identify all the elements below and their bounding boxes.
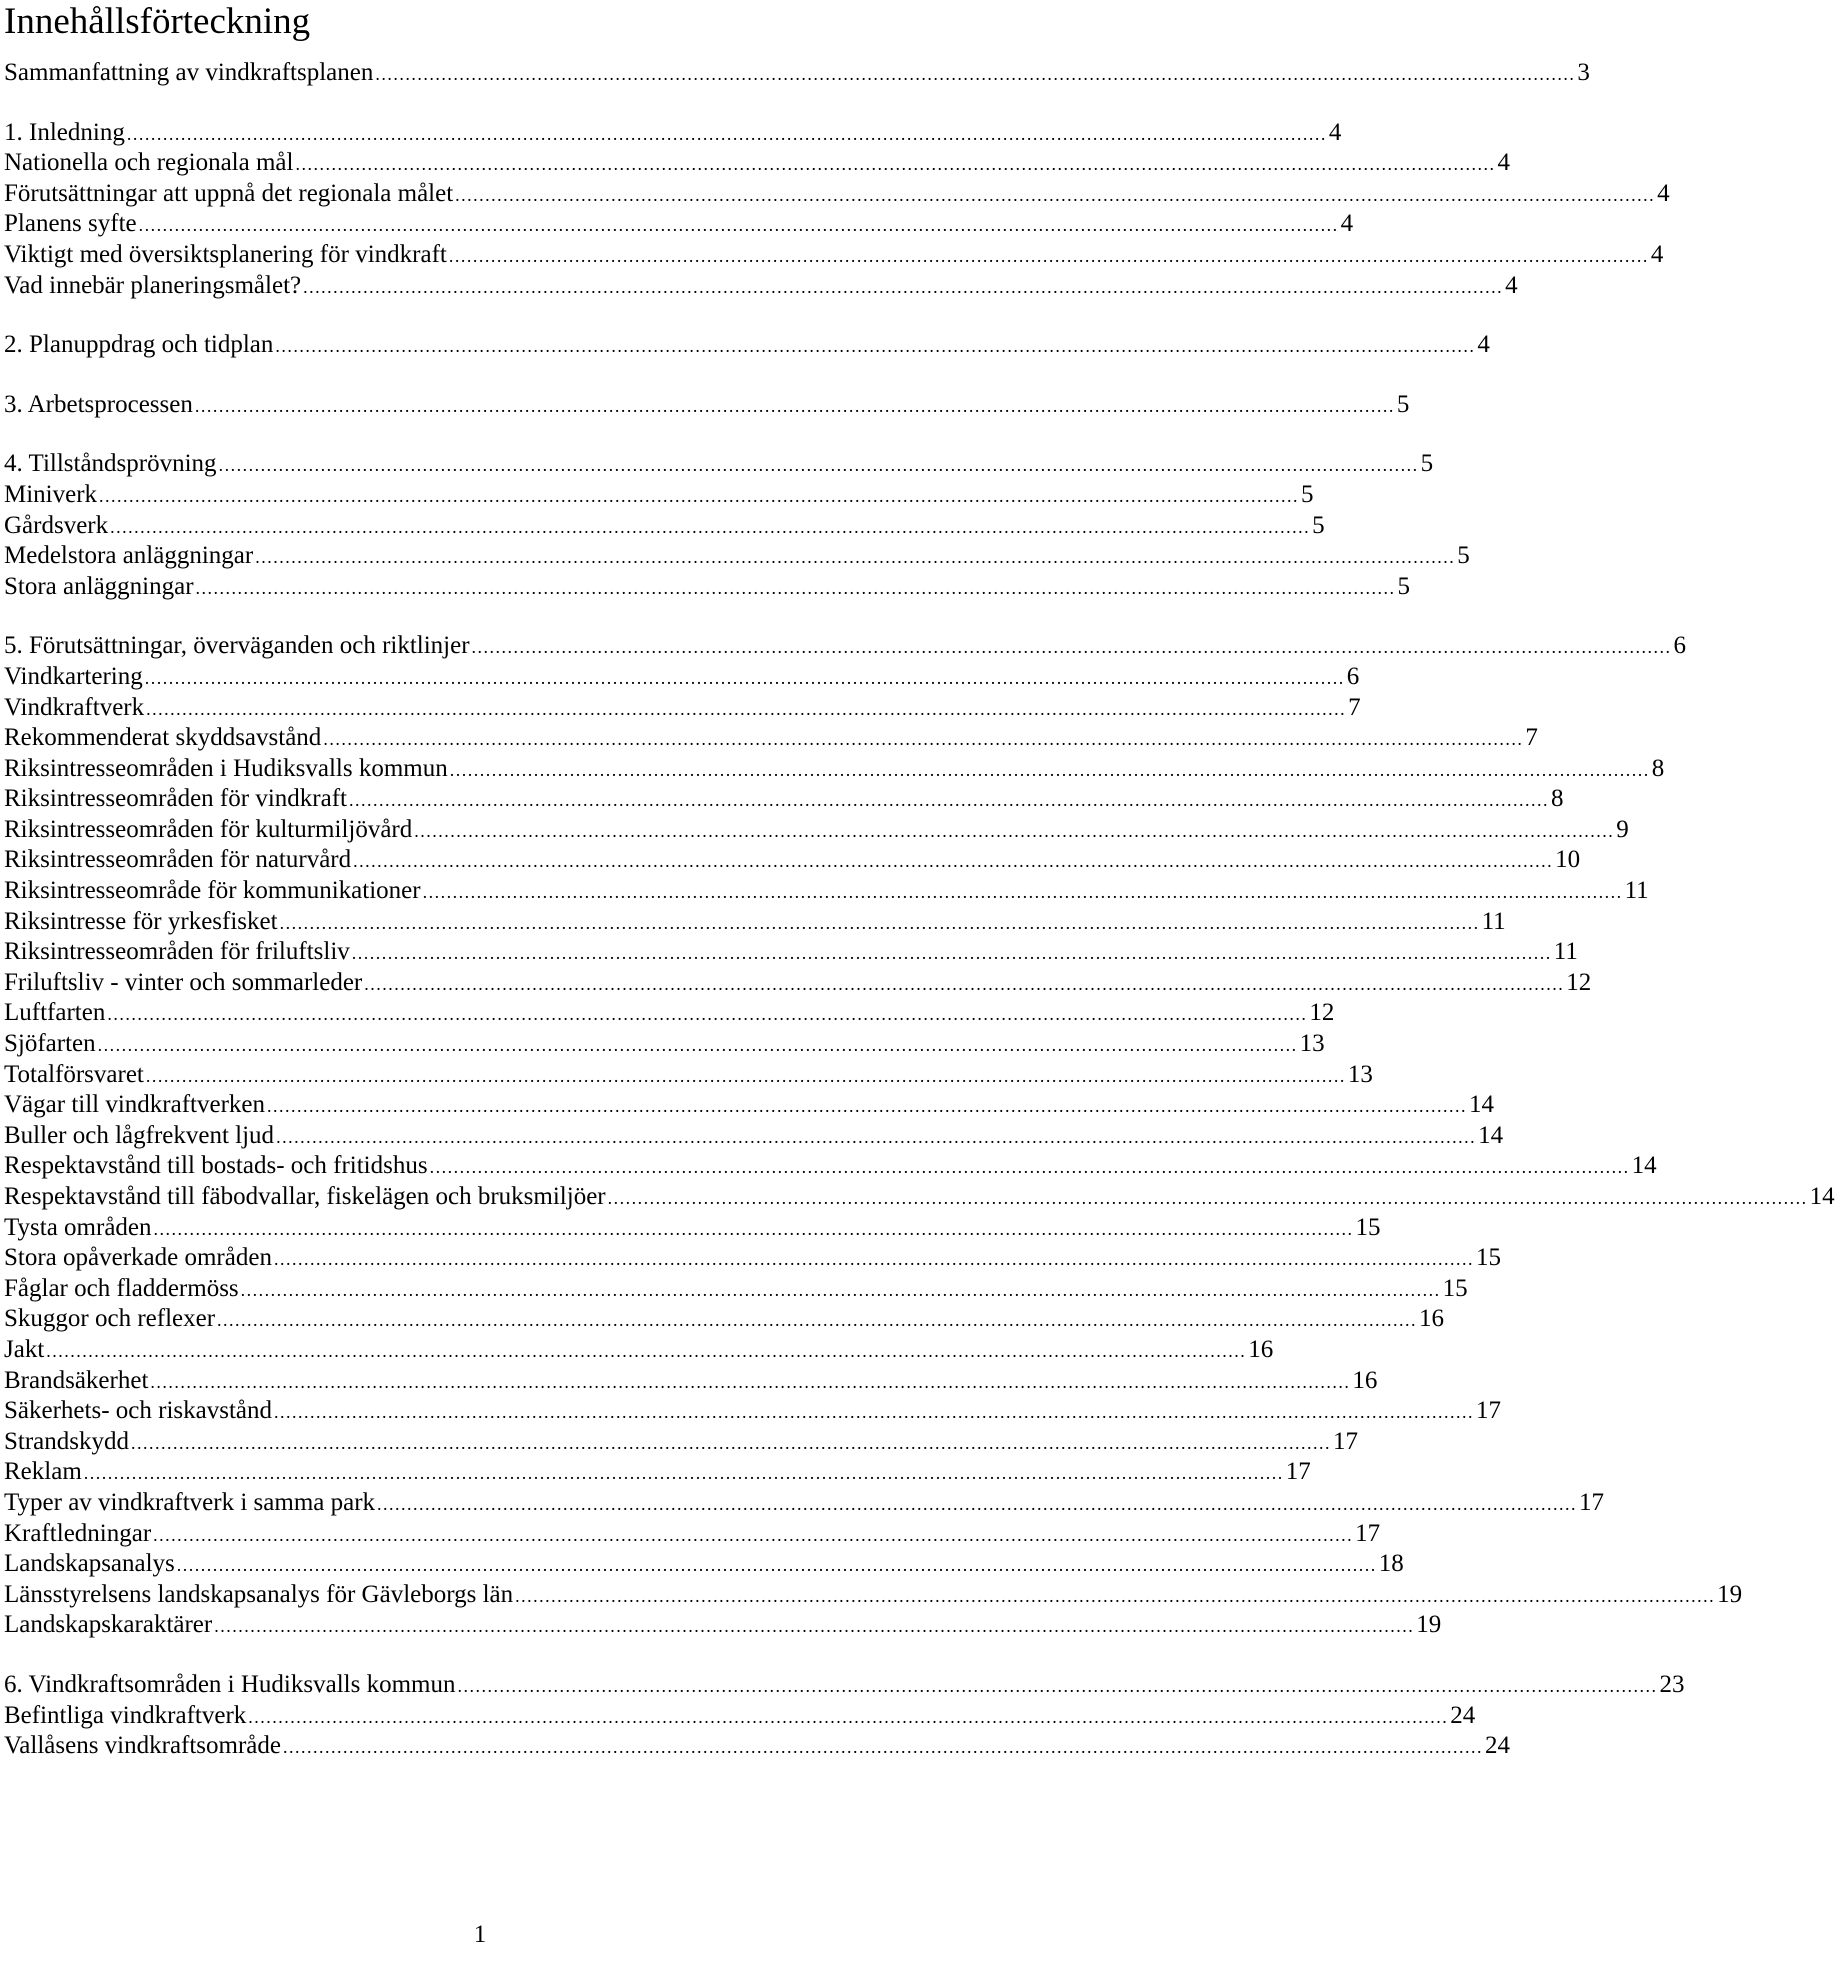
dot-leader: ........................................................................................................................................................................................................ — [375, 64, 1576, 84]
dot-leader: ........................................................................................................................................................................................................ — [146, 698, 1347, 719]
toc-entry-label: Rekommenderat skyddsavstånd — [4, 724, 322, 752]
dot-leader: ........................................................................................................................................................................................................ — [97, 1035, 1298, 1056]
toc-entry[interactable] — [4, 330, 1490, 361]
dot-leader: ........................................................................................................................................................................................................ — [126, 123, 1327, 144]
dot-leader: ........................................................................................................................................................................................................ — [267, 1096, 1468, 1117]
dot-leader: ........................................................................................................................................................................................................ — [449, 759, 1650, 780]
dot-leader: ........................................................................................................................................................................................................ — [194, 395, 1395, 416]
toc-entry-page-number: 8 — [1651, 754, 1665, 782]
toc-entry[interactable] — [4, 876, 1649, 907]
toc-entry-page-number: 4 — [1340, 210, 1354, 238]
toc-entry-label: Sjöfarten — [4, 1030, 96, 1058]
toc-entry-page-number: 10 — [1555, 846, 1581, 874]
toc-entry-label: Jakt — [4, 1335, 45, 1363]
toc-entry[interactable] — [4, 907, 1506, 938]
toc-entry[interactable] — [4, 1731, 1511, 1762]
toc-entry-page-number: 12 — [1566, 968, 1592, 996]
dot-leader: ........................................................................................................................................................................................................ — [351, 943, 1552, 964]
dot-leader: ........................................................................................................................................................................................................ — [176, 1555, 1377, 1576]
dot-leader: ........................................................................................................................................................................................................ — [457, 1675, 1658, 1696]
toc-entry-page-number: 17 — [1285, 1458, 1311, 1486]
toc-entry[interactable] — [4, 1090, 1495, 1121]
dot-leader: ........................................................................................................................................................................................................ — [110, 516, 1311, 537]
toc-entry[interactable] — [4, 1670, 1685, 1701]
toc-entry[interactable] — [4, 480, 1314, 511]
dot-leader: ........................................................................................................................................................................................................ — [275, 336, 1476, 357]
toc-entry-label: Vad innebär planeringsmålet? — [4, 271, 302, 299]
dot-leader: ........................................................................................................................................................................................................ — [515, 1585, 1716, 1606]
dot-leader: ........................................................................................................................................................................................................ — [214, 1616, 1415, 1637]
toc-entry-page-number: 5 — [1301, 480, 1314, 508]
toc-entry-label: Sammanfattning av vindkraftsplanen — [4, 59, 374, 86]
toc-entry-label: Luftfarten — [4, 999, 106, 1027]
toc-entry-page-number: 11 — [1481, 907, 1506, 935]
toc-entry-page-number: 5 — [1312, 511, 1325, 539]
toc-entry-page-number: 4 — [1328, 118, 1342, 146]
dot-leader: ........................................................................................................................................................................................................ — [195, 577, 1396, 598]
dot-leader: ........................................................................................................................................................................................................ — [607, 1188, 1808, 1208]
dot-leader: ........................................................................................................................................................................................................ — [276, 1126, 1477, 1147]
toc-entry-label: Respektavstånd till fäbodvallar, fiskelägen och bruksmiljöer — [4, 1183, 606, 1210]
toc-entry-page-number: 7 — [1525, 724, 1538, 752]
toc-entry[interactable] — [4, 511, 1325, 542]
dot-leader: ........................................................................................................................................................................................................ — [429, 1157, 1630, 1178]
toc-entry-label: Riksintresseområden för kulturmiljövård — [4, 815, 413, 843]
dot-leader: ........................................................................................................................................................................................................ — [377, 1493, 1578, 1514]
toc-entry[interactable] — [4, 541, 1470, 572]
dot-leader: ........................................................................................................................................................................................................ — [255, 547, 1456, 568]
toc-entry-label: Riksintresse för yrkesfisket — [4, 907, 278, 935]
toc-entry-page-number: 23 — [1659, 1670, 1685, 1698]
toc-entry-page-number: 13 — [1299, 1030, 1325, 1058]
toc-entry-page-number: 19 — [1717, 1580, 1743, 1608]
toc-entry[interactable] — [4, 449, 1434, 480]
toc-entry[interactable] — [4, 1610, 1442, 1641]
toc-entry-page-number: 4 — [1650, 240, 1664, 268]
dot-leader: ........................................................................................................................................................................................................ — [153, 1218, 1354, 1239]
toc-entry-label: Vägar till vindkraftverken — [4, 1091, 266, 1119]
toc-entry-label: Gårdsverk — [4, 511, 109, 539]
toc-entry-page-number: 14 — [1478, 1121, 1504, 1149]
toc-entry-page-number: 18 — [1378, 1550, 1404, 1578]
toc-entry-page-number: 5 — [1420, 450, 1434, 478]
toc-entry-label: Riksintresseområden för naturvård — [4, 846, 352, 874]
toc-entry-label: Respektavstånd till bostads- och fritidshus — [4, 1152, 428, 1180]
dot-leader: ........................................................................................................................................................................................................ — [471, 637, 1672, 658]
dot-leader: ........................................................................................................................................................................................................ — [131, 1432, 1331, 1453]
toc-entry-label: Fåglar och fladdermöss — [4, 1274, 239, 1302]
dot-leader: ........................................................................................................................................................................................................ — [295, 154, 1496, 175]
toc-entry-label: 4. Tillståndsprövning — [4, 450, 217, 478]
toc-entry-page-number: 4 — [1497, 149, 1510, 177]
toc-entry-label: Stora anläggningar — [4, 572, 194, 600]
toc-entry-label: Befintliga vindkraftverk — [4, 1701, 247, 1729]
toc-entry-label: Riksintresseområden i Hudiksvalls kommun — [4, 754, 448, 782]
toc-entry[interactable] — [4, 1457, 1311, 1488]
dot-leader: ........................................................................................................................................................................................................ — [46, 1340, 1247, 1361]
toc-entry-page-number: 24 — [1450, 1701, 1476, 1729]
toc-entry-label: 6. Vindkraftsområden i Hudiksvalls kommun — [4, 1670, 456, 1698]
toc-entry[interactable] — [4, 815, 1629, 846]
toc-entry[interactable] — [4, 179, 1670, 210]
toc-entry[interactable] — [4, 1519, 1381, 1550]
toc-entry[interactable] — [4, 1121, 1504, 1152]
toc-entry-page-number: 5 — [1396, 390, 1410, 418]
toc-entry-page-number: 4 — [1477, 331, 1490, 359]
toc-entry[interactable] — [4, 998, 1335, 1029]
toc-entry-label: Skuggor och reflexer — [4, 1305, 216, 1333]
toc-entry-page-number: 6 — [1346, 662, 1360, 690]
dot-leader: ........................................................................................................................................................................................................ — [323, 729, 1524, 750]
toc-entry-label: Kraftledningar — [4, 1519, 152, 1547]
dot-leader: ........................................................................................................................................................................................................ — [138, 215, 1339, 236]
toc-entry[interactable] — [4, 968, 1592, 999]
toc-entry-page-number: 4 — [1657, 179, 1670, 207]
toc-entry[interactable] — [4, 58, 1590, 89]
toc-entry-label: 2. Planuppdrag och tidplan — [4, 331, 274, 359]
toc-entry-label: Vindkartering — [4, 662, 143, 690]
toc-entry[interactable] — [4, 754, 1665, 785]
dot-leader: ........................................................................................................................................................................................................ — [364, 973, 1565, 994]
page-title: Innehållsförteckning — [4, 1, 311, 42]
toc-entry[interactable] — [4, 1335, 1274, 1366]
toc-entry[interactable] — [4, 631, 1687, 662]
toc-entry[interactable] — [4, 1182, 1835, 1213]
toc-entry[interactable] — [4, 1396, 1501, 1427]
toc-entry-label: Strandskydd — [4, 1427, 129, 1455]
toc-entry-page-number: 17 — [1355, 1519, 1381, 1547]
toc-entry-page-number: 11 — [1624, 877, 1649, 905]
table-of-contents — [4, 58, 1835, 1762]
toc-entry[interactable] — [4, 148, 1510, 179]
toc-entry-label: Riksintresseområden för vindkraft — [4, 785, 347, 813]
dot-leader: ........................................................................................................................................................................................................ — [99, 485, 1300, 506]
toc-entry[interactable] — [4, 118, 1342, 149]
toc-entry-page-number: 12 — [1309, 999, 1335, 1027]
toc-entry-page-number: 14 — [1469, 1091, 1495, 1119]
dot-leader: ........................................................................................................................................................................................................ — [283, 1737, 1484, 1758]
toc-entry-label: Nationella och regionala mål — [4, 149, 294, 177]
toc-entry-label: Tysta områden — [4, 1213, 152, 1241]
toc-entry[interactable] — [4, 1580, 1743, 1611]
toc-entry[interactable] — [4, 1213, 1381, 1244]
dot-leader: ........................................................................................................................................................................................................ — [83, 1463, 1284, 1484]
toc-entry-page-number: 19 — [1416, 1611, 1442, 1639]
toc-entry-label: 3. Arbetsprocessen — [4, 390, 193, 418]
toc-entry-label: Viktigt med översiktsplanering för vindkraft — [4, 240, 447, 268]
dot-leader: ........................................................................................................................................................................................................ — [240, 1279, 1441, 1300]
toc-entry-page-number: 16 — [1352, 1366, 1378, 1394]
toc-entry-label: Friluftsliv - vinter och sommarleder — [4, 968, 363, 996]
dot-leader: ........................................................................................................................................................................................................ — [303, 276, 1504, 297]
toc-entry-page-number: 16 — [1419, 1305, 1445, 1333]
toc-entry-page-number: 5 — [1397, 572, 1411, 600]
toc-entry[interactable] — [4, 845, 1581, 876]
dot-leader: ........................................................................................................................................................................................................ — [448, 245, 1649, 266]
toc-entry[interactable] — [4, 390, 1410, 421]
toc-entry-page-number: 15 — [1475, 1244, 1501, 1272]
toc-entry-label: Reklam — [4, 1458, 82, 1486]
toc-entry-label: 1. Inledning — [4, 118, 125, 146]
toc-entry[interactable] — [4, 240, 1664, 271]
toc-entry[interactable] — [4, 1060, 1373, 1091]
toc-entry[interactable] — [4, 1304, 1445, 1335]
toc-entry-label: Miniverk — [4, 480, 98, 508]
toc-entry-label: Planens syfte — [4, 210, 137, 238]
dot-leader: ........................................................................................................................................................................................................ — [414, 820, 1615, 841]
toc-entry[interactable] — [4, 1488, 1605, 1519]
toc-entry-label: Länsstyrelsens landskapsanalys för Gävleborgs län — [4, 1580, 514, 1608]
toc-entry-page-number: 9 — [1616, 815, 1629, 843]
toc-entry-label: Typer av vindkraftverk i samma park — [4, 1488, 376, 1516]
dot-leader: ........................................................................................................................................................................................................ — [107, 1004, 1308, 1025]
dot-leader: ........................................................................................................................................................................................................ — [144, 667, 1345, 688]
toc-entry-page-number: 3 — [1577, 59, 1590, 86]
toc-entry[interactable] — [4, 937, 1578, 968]
toc-entry[interactable] — [4, 1243, 1501, 1274]
toc-entry-page-number: 11 — [1553, 938, 1578, 966]
toc-entry-page-number: 7 — [1348, 693, 1361, 721]
dot-leader: ........................................................................................................................................................................................................ — [353, 851, 1554, 872]
toc-entry-label: Medelstora anläggningar — [4, 542, 254, 570]
toc-entry-page-number: 17 — [1579, 1488, 1605, 1516]
toc-entry[interactable] — [4, 784, 1564, 815]
toc-entry-page-number: 16 — [1248, 1335, 1274, 1363]
dot-leader: ........................................................................................................................................................................................................ — [455, 184, 1656, 205]
toc-entry-page-number: 15 — [1355, 1213, 1381, 1241]
toc-entry-label: Buller och lågfrekvent ljud — [4, 1121, 275, 1149]
toc-entry-label: Landskapsanalys — [4, 1550, 175, 1578]
toc-entry-page-number: 8 — [1550, 785, 1564, 813]
toc-entry[interactable] — [4, 693, 1361, 724]
toc-entry-label: Vindkraftverk — [4, 693, 145, 721]
dot-leader: ........................................................................................................................................................................................................ — [150, 1371, 1351, 1392]
toc-entry-page-number: 17 — [1475, 1397, 1501, 1425]
toc-entry[interactable] — [4, 1274, 1468, 1305]
toc-entry-label: Vallåsens vindkraftsområde — [4, 1732, 282, 1760]
toc-entry-label: Riksintresseområde för kommunikationer — [4, 877, 421, 905]
dot-leader: ........................................................................................................................................................................................................ — [153, 1524, 1354, 1545]
page-number-footer: 1 — [473, 1921, 487, 1948]
toc-entry-page-number: 4 — [1505, 271, 1518, 299]
toc-entry-label: 5. Förutsättningar, överväganden och riktlinjer — [4, 632, 470, 660]
toc-entry[interactable] — [4, 1151, 1657, 1182]
toc-entry-page-number: 13 — [1347, 1060, 1373, 1088]
dot-leader: ........................................................................................................................................................................................................ — [218, 455, 1419, 476]
toc-entry[interactable] — [4, 723, 1538, 754]
toc-entry[interactable] — [4, 1701, 1476, 1732]
toc-entry-label: Riksintresseområden för friluftsliv — [4, 938, 350, 966]
toc-entry[interactable] — [4, 662, 1360, 693]
toc-entry[interactable] — [4, 1549, 1404, 1580]
toc-entry-page-number: 14 — [1809, 1183, 1835, 1210]
toc-entry-label: Stora opåverkade områden — [4, 1244, 272, 1272]
toc-entry-page-number: 15 — [1442, 1274, 1468, 1302]
toc-entry[interactable] — [4, 271, 1518, 302]
dot-leader: ........................................................................................................................................................................................................ — [422, 882, 1623, 903]
toc-entry-label: Brandsäkerhet — [4, 1366, 149, 1394]
dot-leader: ........................................................................................................................................................................................................ — [248, 1706, 1449, 1727]
toc-entry[interactable] — [4, 1427, 1358, 1458]
toc-entry-label: Landskapskaraktärer — [4, 1611, 213, 1639]
dot-leader: ........................................................................................................................................................................................................ — [273, 1402, 1474, 1423]
dot-leader: ........................................................................................................................................................................................................ — [217, 1310, 1418, 1331]
toc-entry[interactable] — [4, 1029, 1325, 1060]
toc-entry-page-number: 6 — [1673, 632, 1687, 660]
dot-leader: ........................................................................................................................................................................................................ — [273, 1249, 1474, 1270]
toc-entry[interactable] — [4, 1366, 1378, 1397]
toc-entry-page-number: 5 — [1457, 542, 1470, 570]
dot-leader: ........................................................................................................................................................................................................ — [145, 1065, 1346, 1086]
dot-leader: ........................................................................................................................................................................................................ — [279, 912, 1480, 933]
toc-entry-page-number: 17 — [1333, 1427, 1358, 1455]
toc-entry[interactable] — [4, 572, 1411, 603]
toc-entry-label: Säkerhets- och riskavstånd — [4, 1397, 272, 1425]
toc-entry[interactable] — [4, 209, 1354, 240]
toc-entry-label: Totalförsvaret — [4, 1060, 144, 1088]
toc-entry-label: Förutsättningar att uppnå det regionala målet — [4, 179, 454, 207]
toc-entry-page-number: 24 — [1485, 1732, 1511, 1760]
toc-entry-page-number: 14 — [1631, 1152, 1657, 1180]
dot-leader: ........................................................................................................................................................................................................ — [348, 790, 1549, 811]
